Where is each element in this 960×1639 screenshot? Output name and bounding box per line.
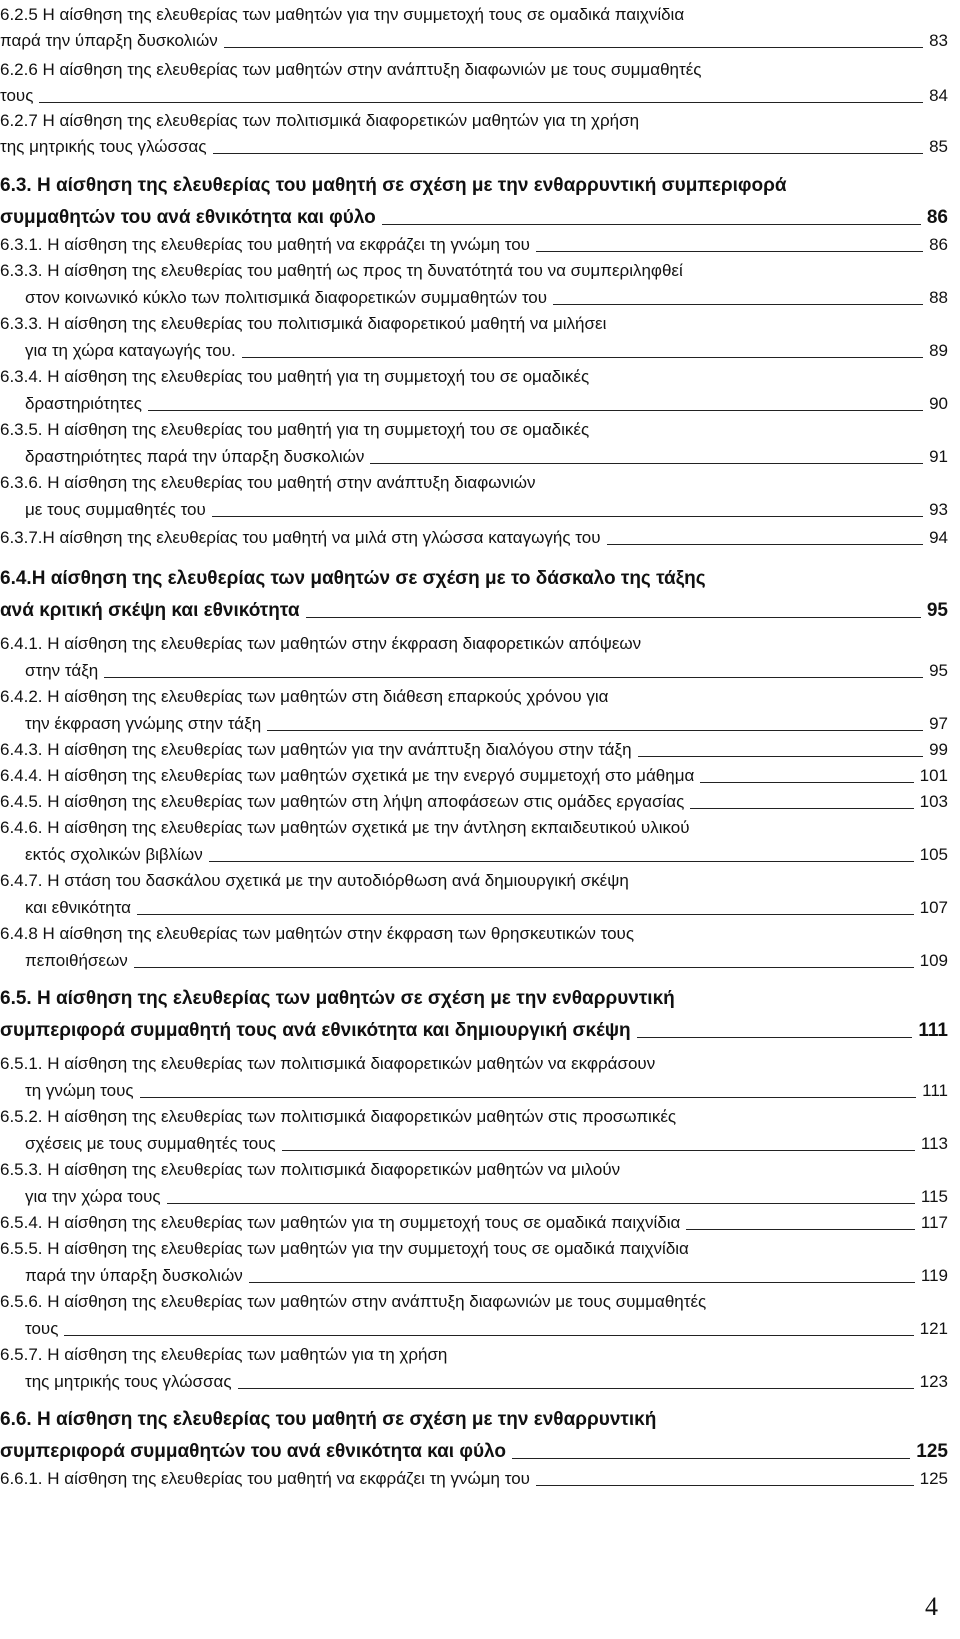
toc-entry-text: 6.5.4. Η αίσθηση της ελευθερίας των μαθητών για τη συμμετοχή τους σε ομαδικά παιχνίδια [0,1213,681,1232]
toc-entry-text: 6.4.Η αίσθηση της ελευθερίας των μαθητών σε σχέση με το δάσκαλο της τάξης [0,568,706,589]
toc-leader-line [686,1229,915,1230]
toc-leader-line [690,808,913,809]
toc-leader-line [638,756,924,757]
toc-entry-line [0,1018,948,1044]
toc-entry-text: την έκφραση γνώμης στην τάξη [25,713,262,733]
toc-page-number: 97 [929,713,948,733]
toc-entry-line [25,497,948,523]
toc-entry-text: συμπεριφορά συμμαθητών του ανά εθνικότητα και φύλο [0,1441,506,1462]
toc-entry-line [25,842,948,868]
toc-entry-text: δραστηριότητες παρά την ύπαρξη δυσκολιών [25,446,365,466]
toc-entry-line [25,1184,948,1210]
toc-entry-line [0,815,690,841]
toc-leader-line [212,516,923,517]
toc-page-number: 105 [919,844,948,864]
toc-entry-text: 6.6. Η αίσθηση της ελευθερίας του μαθητή σε σχέση με την ενθαρρυντική [0,1409,657,1430]
toc-page-number: 119 [920,1265,948,1285]
toc-entry-text: τους [25,1318,59,1338]
toc-entry-line [0,525,948,551]
toc-entry-text: 6.3.4. Η αίσθηση της ελευθερίας του μαθητή για τη συμμετοχή του σε ομαδικές [0,367,590,386]
toc-leader-line [607,544,924,545]
toc-entry-line [0,173,787,199]
toc-entry-line [0,1342,447,1368]
toc-entry-text: 6.2.6 Η αίσθηση της ελευθερίας των μαθητών στην ανάπτυξη διαφωνιών με τους συμμαθητές [0,60,702,79]
toc-page-number: 90 [929,393,948,413]
toc-leader-line [242,357,923,358]
toc-entry-line [0,205,948,231]
toc-entry-text: 6.5.6. Η αίσθηση της ελευθερίας των μαθητών στην ανάπτυξη διαφωνιών με τους συμμαθητές [0,1292,707,1311]
toc-entry-line [25,285,948,311]
toc-entry-text: για την χώρα τους [25,1186,161,1206]
toc-entry-text: σχέσεις με τους συμμαθητές τους [25,1133,276,1153]
toc-entry-line [0,737,948,763]
toc-entry-text: 6.5.7. Η αίσθηση της ελευθερίας των μαθητών για τη χρήση [0,1345,448,1364]
toc-entry-line [0,1466,948,1492]
toc-page-number: 88 [929,287,948,307]
toc-leader-line [512,1458,910,1459]
toc-entry-text: 6.4.7. Η στάση του δασκάλου σχετικά με την αυτοδιόρθωση ανά δημιουργική σκέψη [0,871,629,890]
toc-entry-line [25,948,948,974]
toc-entry-text: 6.3.3. Η αίσθηση της ελευθερίας του μαθητή ως προς τη δυνατότητά του να συμπεριληφθεί [0,261,683,280]
toc-entry-text: ανά κριτική σκέψη και εθνικότητα [0,600,300,621]
toc-leader-line [140,1097,917,1098]
toc-entry-text: 6.3.5. Η αίσθηση της ελευθερίας του μαθητή για τη συμμετοχή του σε ομαδικές [0,420,590,439]
toc-entry-line [0,108,639,134]
toc-entry-text: παρά την ύπαρξη δυσκολιών [25,1265,243,1285]
toc-entry-line [0,1051,655,1077]
toc-page-number: 107 [919,897,948,917]
toc-leader-line [167,1203,915,1204]
toc-page-number: 103 [919,792,948,811]
toc-page-number: 121 [919,1318,948,1338]
toc-entry-text: 6.5. Η αίσθηση της ελευθερίας των μαθητών σε σχέση με την ενθαρρυντική [0,988,675,1009]
toc-entry-text: 6.4.3. Η αίσθηση της ελευθερίας των μαθητών για την ανάπτυξη διαλόγου στην τάξη [0,740,632,759]
toc-entry-line [0,134,948,160]
toc-leader-line [637,1037,913,1038]
toc-page-number: 101 [919,766,948,785]
toc-entry-text: της μητρικής τους γλώσσας [25,1371,232,1391]
toc-entry-line [25,658,948,684]
toc-leader-line [134,967,914,968]
toc-entry-line [0,684,608,710]
toc-leader-line [553,304,923,305]
toc-entry-line [0,1236,689,1262]
toc-entry-line [0,57,702,83]
toc-entry-line [25,1369,948,1395]
toc-page-number: 125 [919,1469,948,1488]
toc-page-number: 95 [929,660,948,680]
toc-page-number: 86 [926,207,948,228]
toc-page-number: 115 [920,1186,948,1206]
toc-entry-text: 6.4.1. Η αίσθηση της ελευθερίας των μαθητών στην έκφραση διαφορετικών απόψεων [0,634,642,653]
toc-leader-line [700,782,913,783]
toc-entry-text: 6.5.1. Η αίσθηση της ελευθερίας των πολιτισμικά διαφορετικών μαθητών να εκφράσουν [0,1054,656,1073]
toc-page-number: 109 [919,950,948,970]
toc-leader-line [224,47,923,48]
toc-entry-line [0,1439,948,1465]
toc-entry-line [0,311,606,337]
toc-page-number: 83 [929,31,948,50]
toc-page-number: 85 [929,137,948,156]
toc-entry-line [0,763,948,789]
toc-page-number: 113 [920,1133,948,1153]
toc-entry-line [25,1078,948,1104]
toc-entry-line [0,598,948,624]
toc-entry-text: στον κοινωνικό κύκλο των πολιτισμικά διαφορετικών συμμαθητών του [25,287,548,307]
toc-entry-line [25,444,948,470]
toc-entry-text: 6.4.6. Η αίσθηση της ελευθερίας των μαθητών σχετικά με την άντληση εκπαιδευτικού υλικού [0,818,690,837]
toc-entry-line [0,364,589,390]
toc-leader-line [382,224,921,225]
toc-entry-text: 6.3.7.Η αίσθηση της ελευθερίας του μαθητή να μιλά στη γλώσσα καταγωγής του [0,528,601,547]
toc-entry-text: 6.5.3. Η αίσθηση της ελευθερίας των πολιτισμικά διαφορετικών μαθητών να μιλούν [0,1160,621,1179]
toc-leader-line [306,617,921,618]
toc-leader-line [282,1150,915,1151]
toc-entry-text: της μητρικής τους γλώσσας [0,137,207,156]
toc-entry-text: πεποιθήσεων [25,950,128,970]
toc-leader-line [370,463,923,464]
toc-page-number: 125 [916,1441,948,1462]
toc-entry-line [0,258,683,284]
toc-leader-line [64,1335,913,1336]
toc-entry-text: 6.4.8 Η αίσθηση της ελευθερίας των μαθητών στην έκφραση των θρησκευτικών τους [0,924,635,943]
toc-entry-text: τους [0,86,34,105]
page-number: 4 [925,1592,938,1621]
toc-leader-line [249,1282,915,1283]
toc-entry-line [0,28,948,54]
toc-page-number: 99 [929,740,948,759]
toc-entry-text: 6.3. Η αίσθηση της ελευθερίας του μαθητή σε σχέση με την ενθαρρυντική συμπεριφορά [0,175,787,196]
toc-entry-line [25,1316,948,1342]
toc-page-number: 91 [929,446,948,466]
toc-page-number: 86 [929,235,948,254]
toc-page-number: 89 [929,340,948,360]
toc-page-number: 111 [918,1020,948,1041]
toc-entry-text: δραστηριότητες [25,393,142,413]
toc-entry-text: 6.3.3. Η αίσθηση της ελευθερίας του πολιτισμικά διαφορετικού μαθητή να μιλήσει [0,314,607,333]
toc-entry-text: 6.4.2. Η αίσθηση της ελευθερίας των μαθητών στη διάθεση επαρκούς χρόνου για [0,687,609,706]
toc-page-number: 94 [929,528,948,547]
toc-leader-line [39,102,923,103]
toc-page-number: 111 [922,1080,948,1100]
toc-entry-line [0,921,634,947]
toc-leader-line [213,153,924,154]
toc-entry-line [25,711,948,737]
toc-entry-text: συμμαθητών του ανά εθνικότητα και φύλο [0,207,376,228]
toc-page-number: 117 [920,1213,948,1232]
toc-entry-line [0,2,684,28]
toc-page-number: 95 [926,600,948,621]
toc-leader-line [148,410,923,411]
toc-entry-line [0,986,675,1012]
toc-entry-line [25,1131,948,1157]
toc-entry-text: 6.5.2. Η αίσθηση της ελευθερίας των πολιτισμικά διαφορετικών μαθητών στις προσωπικές [0,1107,677,1126]
toc-leader-line [104,677,923,678]
toc-entry-text: και εθνικότητα [25,897,131,917]
toc-leader-line [209,861,914,862]
toc-entry-line [0,83,948,109]
toc-entry-line [25,338,948,364]
toc-entry-line [0,631,641,657]
toc-entry-line [0,868,629,894]
toc-entry-text: 6.6.1. Η αίσθηση της ελευθερίας του μαθητή να εκφράζει τη γνώμη του [0,1469,530,1488]
toc-leader-line [536,1485,914,1486]
toc-entry-text: για τη χώρα καταγωγής του. [25,340,236,360]
toc-leader-line [238,1388,914,1389]
toc-entry-line [0,232,948,258]
toc-entry-text: εκτός σχολικών βιβλίων [25,844,203,864]
toc-entry-text: 6.2.7 Η αίσθηση της ελευθερίας των πολιτισμικά διαφορετικών μαθητών για τη χρήση [0,111,640,130]
toc-entry-text: με τους συμμαθητές του [25,499,206,519]
toc-entry-line [0,417,589,443]
toc-leader-line [267,730,923,731]
toc-entry-text: 6.2.5 Η αίσθηση της ελευθερίας των μαθητών για την συμμετοχή τους σε ομαδικά παιχνίδια [0,5,685,24]
toc-entry-line [25,895,948,921]
toc-entry-text: 6.5.5. Η αίσθηση της ελευθερίας των μαθητών για την συμμετοχή τους σε ομαδικά παιχνίδια [0,1239,689,1258]
toc-entry-line [25,1263,948,1289]
toc-page-number: 93 [929,499,948,519]
toc-entry-line [25,391,948,417]
toc-leader-line [536,251,923,252]
toc-entry-line [0,470,536,496]
toc-entry-line [0,1289,706,1315]
toc-entry-line [0,1157,620,1183]
toc-entry-line [0,1104,676,1130]
toc-entry-text: 6.4.4. Η αίσθηση της ελευθερίας των μαθητών σχετικά με την ενεργό συμμετοχή στο μάθημα [0,766,695,785]
toc-entry-text: 6.3.1. Η αίσθηση της ελευθερίας του μαθητή να εκφράζει τη γνώμη του [0,235,530,254]
toc-entry-text: συμπεριφορά συμμαθητή τους ανά εθνικότητα και δημιουργική σκέψη [0,1020,631,1041]
toc-entry-line [0,1407,656,1433]
toc-entry-text: στην τάξη [25,660,99,680]
toc-entry-text: παρά την ύπαρξη δυσκολιών [0,31,218,50]
toc-entry-text: 6.4.5. Η αίσθηση της ελευθερίας των μαθητών στη λήψη αποφάσεων στις ομάδες εργασίας [0,792,685,811]
toc-leader-line [137,914,914,915]
toc-page-number: 123 [919,1371,948,1391]
toc-page-number: 84 [929,86,948,105]
toc-entry-line [0,1210,948,1236]
toc-entry-line [0,566,706,592]
toc-entry-text: 6.3.6. Η αίσθηση της ελευθερίας του μαθητή στην ανάπτυξη διαφωνιών [0,473,536,492]
toc-entry-line [0,789,948,815]
toc-entry-text: τη γνώμη τους [25,1080,134,1100]
